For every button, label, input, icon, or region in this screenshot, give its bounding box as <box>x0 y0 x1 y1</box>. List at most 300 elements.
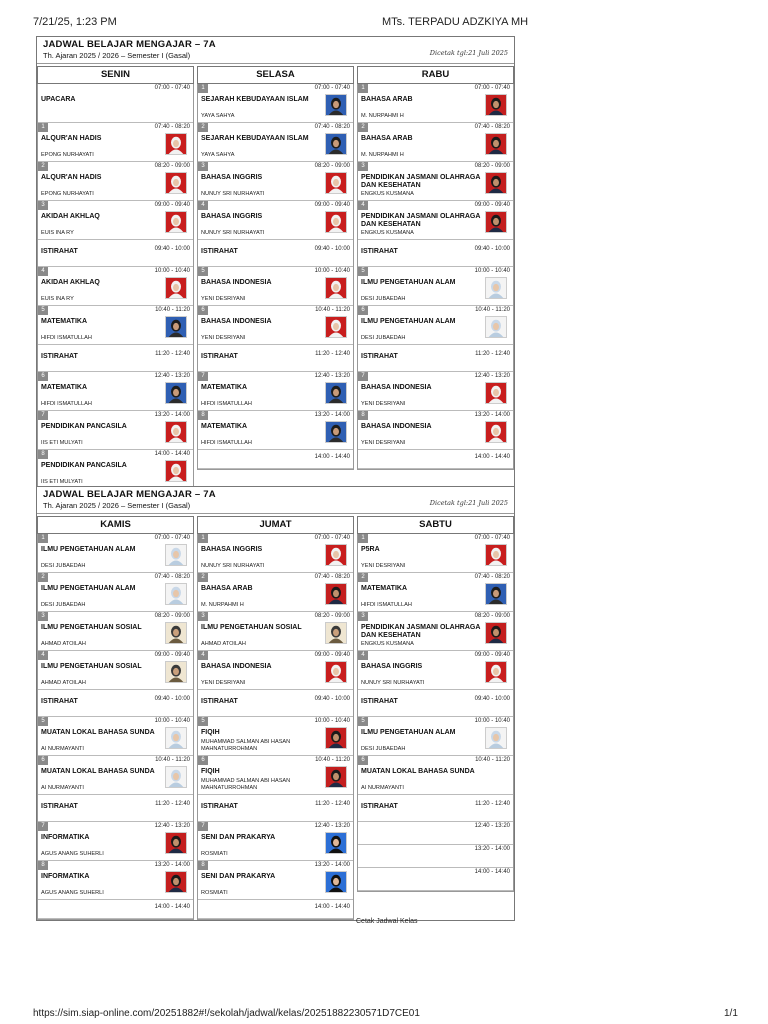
teacher-photo <box>485 583 507 605</box>
time-range: 11:20 - 12:40 <box>475 801 510 807</box>
break-slot <box>38 690 193 717</box>
teacher-name: AGUS ANANG SUHERLI <box>41 889 104 896</box>
time-range: 07:40 - 08:20 <box>154 574 190 580</box>
printed-date: Dicetak tgl:21 Juli 2025 <box>429 499 508 507</box>
teacher-photo <box>325 316 347 338</box>
break-slot <box>198 345 353 372</box>
printed-date: Dicetak tgl:21 Juli 2025 <box>429 49 508 57</box>
time-range: 10:40 - 11:20 <box>155 757 190 763</box>
teacher-name: ROSMIATI <box>201 889 228 896</box>
day-column-sabtu <box>357 516 514 920</box>
subject-name: BAHASA INDONESIA <box>361 384 432 391</box>
day-header: JUMAT <box>197 516 354 534</box>
days-row <box>37 64 514 490</box>
period-number: 3 <box>198 162 208 171</box>
period-number: 8 <box>38 450 48 459</box>
lesson-slot <box>38 861 193 900</box>
time-range: 09:00 - 09:40 <box>314 202 350 208</box>
time-range: 07:40 - 08:20 <box>474 574 510 580</box>
teacher-name: YENI DESRIYANI <box>361 562 406 569</box>
lesson-slot <box>198 84 353 123</box>
teacher-photo <box>165 211 187 233</box>
day-slots <box>197 534 354 920</box>
subject-name: FIQIH <box>201 729 220 736</box>
print-schedule-note: Cetak Jadwal Kelas <box>356 918 418 925</box>
lesson-slot <box>38 267 193 306</box>
period-number: 2 <box>358 573 368 582</box>
time-range: 09:00 - 09:40 <box>154 202 190 208</box>
teacher-name: IIS ETI MULYATI <box>41 439 83 446</box>
teacher-name: HIFDI ISMATULLAH <box>201 439 252 446</box>
teacher-name: DESI JUBAEDAH <box>361 745 406 752</box>
subject-name: MATEMATIKA <box>41 384 88 391</box>
teacher-name: AGUS ANANG SUHERLI <box>41 850 104 857</box>
teacher-name: YENI DESRIYANI <box>361 439 406 446</box>
teacher-photo <box>325 544 347 566</box>
break-label: ISTIRAHAT <box>41 248 78 255</box>
break-slot <box>198 240 353 267</box>
subject-name: SEJARAH KEBUDAYAAN ISLAM <box>201 135 309 142</box>
lesson-slot <box>198 651 353 690</box>
teacher-photo <box>325 766 347 788</box>
lesson-slot <box>38 372 193 411</box>
time-range: 07:00 - 07:40 <box>314 85 350 91</box>
break-slot <box>198 690 353 717</box>
time-range: 12:40 - 13:20 <box>314 373 350 379</box>
day-slots <box>357 534 514 892</box>
lesson-slot <box>358 845 513 868</box>
period-number: 2 <box>38 573 48 582</box>
teacher-name: EUIS INA RY <box>41 229 74 236</box>
period-number: 6 <box>38 372 48 381</box>
break-label: ISTIRAHAT <box>201 698 238 705</box>
time-range: 12:40 - 13:20 <box>474 823 510 829</box>
teacher-name: AI NURMAYANTI <box>361 784 404 791</box>
period-number: 1 <box>38 534 48 543</box>
lesson-slot <box>38 306 193 345</box>
time-range: 07:40 - 08:20 <box>314 124 350 130</box>
time-range: 10:40 - 11:20 <box>475 757 510 763</box>
print-page-count: 1/1 <box>724 1008 738 1019</box>
lesson-slot <box>198 450 353 469</box>
lesson-slot <box>358 651 513 690</box>
lesson-slot <box>358 411 513 450</box>
schedule-header <box>37 487 514 514</box>
day-header: SELASA <box>197 66 354 84</box>
print-datetime: 7/21/25, 1:23 PM <box>33 16 117 28</box>
teacher-name: ENGKUS KUSMANA <box>361 229 414 236</box>
schedule-subtitle: Th. Ajaran 2025 / 2026 – Semester I (Gasal) <box>43 51 191 60</box>
time-range: 07:00 - 07:40 <box>474 85 510 91</box>
teacher-photo <box>485 544 507 566</box>
subject-name: ILMU PENGETAHUAN ALAM <box>361 318 456 325</box>
time-range: 10:00 - 10:40 <box>154 718 190 724</box>
teacher-photo <box>485 94 507 116</box>
period-number: 1 <box>198 534 208 543</box>
time-range: 09:00 - 09:40 <box>474 202 510 208</box>
lesson-slot <box>358 573 513 612</box>
subject-name: AKIDAH AKHLAQ <box>41 279 100 286</box>
teacher-photo <box>165 583 187 605</box>
teacher-name: AHMAD ATOILAH <box>41 679 86 686</box>
period-number: 7 <box>358 372 368 381</box>
break-slot <box>38 795 193 822</box>
lesson-slot <box>358 267 513 306</box>
time-range: 09:40 - 10:00 <box>474 696 510 702</box>
lesson-slot <box>198 756 353 795</box>
period-number: 2 <box>198 123 208 132</box>
break-slot <box>358 690 513 717</box>
schedule-header <box>37 37 514 64</box>
subject-name: ILMU PENGETAHUAN SOSIAL <box>201 624 302 631</box>
subject-name: MUATAN LOKAL BAHASA SUNDA <box>41 768 155 775</box>
time-range: 12:40 - 13:20 <box>314 823 350 829</box>
schedule-title: JADWAL BELAJAR MENGAJAR – 7A <box>43 39 216 50</box>
period-number: 7 <box>198 372 208 381</box>
lesson-slot <box>198 267 353 306</box>
teacher-photo <box>165 133 187 155</box>
teacher-name: NUNUY SRI NURHAYATI <box>201 229 265 236</box>
subject-name: P5RA <box>361 546 380 553</box>
lesson-slot <box>358 450 513 469</box>
subject-name: BAHASA INGGRIS <box>201 174 263 181</box>
lesson-slot <box>38 123 193 162</box>
subject-name: PENDIDIKAN JASMANI OLAHRAGA DAN KESEHATAN <box>361 174 481 189</box>
lesson-slot <box>198 372 353 411</box>
lesson-slot <box>358 372 513 411</box>
subject-name: ILMU PENGETAHUAN ALAM <box>41 546 136 553</box>
teacher-name: AHMAD ATOILAH <box>201 640 246 647</box>
break-label: ISTIRAHAT <box>361 353 398 360</box>
period-number: 1 <box>198 84 208 93</box>
time-range: 08:20 - 09:00 <box>474 163 510 169</box>
time-range: 09:40 - 10:00 <box>154 246 190 252</box>
subject-name: BAHASA INGGRIS <box>201 546 263 553</box>
time-range: 14:00 - 14:40 <box>474 454 510 460</box>
time-range: 13:20 - 14:00 <box>154 862 190 868</box>
period-number: 6 <box>358 306 368 315</box>
teacher-name: YENI DESRIYANI <box>361 400 406 407</box>
teacher-photo <box>165 316 187 338</box>
schedule-title: JADWAL BELAJAR MENGAJAR – 7A <box>43 489 216 500</box>
time-range: 11:20 - 12:40 <box>315 351 350 357</box>
period-number: 8 <box>38 861 48 870</box>
period-number: 5 <box>38 717 48 726</box>
period-number: 6 <box>198 756 208 765</box>
period-number: 5 <box>38 306 48 315</box>
teacher-photo <box>165 622 187 644</box>
teacher-name: EUIS INA RY <box>41 295 74 302</box>
day-header: KAMIS <box>37 516 194 534</box>
time-range: 12:40 - 13:20 <box>154 373 190 379</box>
teacher-photo <box>165 172 187 194</box>
time-range: 07:00 - 07:40 <box>154 85 190 91</box>
lesson-slot <box>198 900 353 919</box>
print-page-title: MTs. TERPADU ADZKIYA MH <box>382 16 529 28</box>
teacher-name: MUHAMMAD SALMAN ABI HASAN MAHNATURROHMAN <box>201 739 291 752</box>
print-url: https://sim.siap-online.com/20251882#!/sekolah/jadwal/kelas/20251882230571D7CE01 <box>33 1008 420 1019</box>
day-column-jumat <box>197 516 354 920</box>
time-range: 11:20 - 12:40 <box>155 801 190 807</box>
period-number: 3 <box>38 201 48 210</box>
subject-name: BAHASA INGGRIS <box>201 213 263 220</box>
period-number: 5 <box>358 717 368 726</box>
time-range: 12:40 - 13:20 <box>154 823 190 829</box>
teacher-photo <box>325 727 347 749</box>
period-number: 6 <box>38 756 48 765</box>
subject-name: UPACARA <box>41 96 76 103</box>
lesson-slot <box>198 123 353 162</box>
break-label: ISTIRAHAT <box>41 698 78 705</box>
break-slot <box>38 240 193 267</box>
time-range: 10:00 - 10:40 <box>474 268 510 274</box>
lesson-slot <box>38 651 193 690</box>
period-number: 6 <box>358 756 368 765</box>
time-range: 09:40 - 10:00 <box>314 696 350 702</box>
break-slot <box>358 795 513 822</box>
break-slot <box>38 345 193 372</box>
period-number: 2 <box>38 162 48 171</box>
teacher-photo <box>325 172 347 194</box>
subject-name: MATEMATIKA <box>201 423 248 430</box>
period-number: 8 <box>198 861 208 870</box>
teacher-name: DESI JUBAEDAH <box>41 601 86 608</box>
time-range: 10:40 - 11:20 <box>155 307 190 313</box>
lesson-slot <box>358 822 513 845</box>
time-range: 09:00 - 09:40 <box>474 652 510 658</box>
time-range: 09:40 - 10:00 <box>314 246 350 252</box>
lesson-slot <box>198 861 353 900</box>
lesson-slot <box>38 84 193 123</box>
day-header: SABTU <box>357 516 514 534</box>
lesson-slot <box>358 201 513 240</box>
teacher-name: ROSMIATI <box>201 850 228 857</box>
subject-name: ILMU PENGETAHUAN ALAM <box>41 585 136 592</box>
teacher-name: HIFDI ISMATULLAH <box>41 400 92 407</box>
period-number: 1 <box>358 534 368 543</box>
teacher-photo <box>485 661 507 683</box>
lesson-slot <box>38 573 193 612</box>
period-number: 3 <box>198 612 208 621</box>
subject-name: INFORMATIKA <box>41 834 90 841</box>
day-slots <box>197 84 354 470</box>
subject-name: BAHASA INGGRIS <box>361 663 423 670</box>
time-range: 14:00 - 14:40 <box>474 869 510 875</box>
subject-name: MUATAN LOKAL BAHASA SUNDA <box>41 729 155 736</box>
teacher-name: MUHAMMAD SALMAN ABI HASAN MAHNATURROHMAN <box>201 778 291 791</box>
schedule-table-week-2 <box>36 486 515 921</box>
teacher-photo <box>325 832 347 854</box>
lesson-slot <box>358 534 513 573</box>
teacher-photo <box>485 421 507 443</box>
teacher-name: YAYA SAHYA <box>201 151 235 158</box>
teacher-name: M. NURPAHMI H <box>201 601 244 608</box>
teacher-photo <box>165 544 187 566</box>
time-range: 07:40 - 08:20 <box>314 574 350 580</box>
time-range: 11:20 - 12:40 <box>315 801 350 807</box>
break-label: ISTIRAHAT <box>361 803 398 810</box>
subject-name: ALQUR'AN HADIS <box>41 174 102 181</box>
teacher-photo <box>325 871 347 893</box>
day-slots <box>357 84 514 470</box>
day-column-rabu <box>357 66 514 490</box>
subject-name: ILMU PENGETAHUAN ALAM <box>361 729 456 736</box>
lesson-slot <box>38 612 193 651</box>
subject-name: BAHASA ARAB <box>361 135 413 142</box>
teacher-photo <box>165 727 187 749</box>
time-range: 07:00 - 07:40 <box>154 535 190 541</box>
lesson-slot <box>198 717 353 756</box>
teacher-photo <box>325 133 347 155</box>
time-range: 14:00 - 14:40 <box>314 904 350 910</box>
time-range: 11:20 - 12:40 <box>475 351 510 357</box>
teacher-photo <box>165 421 187 443</box>
lesson-slot <box>38 900 193 919</box>
teacher-name: NUNUY SRI NURHAYATI <box>201 562 265 569</box>
break-slot <box>358 240 513 267</box>
period-number: 7 <box>198 822 208 831</box>
lesson-slot <box>358 756 513 795</box>
subject-name: BAHASA INDONESIA <box>201 663 272 670</box>
time-range: 08:20 - 09:00 <box>314 613 350 619</box>
time-range: 10:40 - 11:20 <box>475 307 510 313</box>
break-label: ISTIRAHAT <box>201 248 238 255</box>
subject-name: MUATAN LOKAL BAHASA SUNDA <box>361 768 475 775</box>
period-number: 5 <box>198 717 208 726</box>
period-number: 4 <box>358 201 368 210</box>
period-number: 5 <box>358 267 368 276</box>
subject-name: PENDIDIKAN JASMANI OLAHRAGA DAN KESEHATAN <box>361 624 481 639</box>
subject-name: SEJARAH KEBUDAYAAN ISLAM <box>201 96 309 103</box>
time-range: 13:20 - 14:00 <box>314 412 350 418</box>
period-number: 4 <box>38 651 48 660</box>
subject-name: ILMU PENGETAHUAN SOSIAL <box>41 624 142 631</box>
lesson-slot <box>38 756 193 795</box>
teacher-name: M. NURPAHMI H <box>361 151 404 158</box>
subject-name: ILMU PENGETAHUAN SOSIAL <box>41 663 142 670</box>
period-number: 4 <box>198 651 208 660</box>
time-range: 11:20 - 12:40 <box>155 351 190 357</box>
time-range: 08:20 - 09:00 <box>474 613 510 619</box>
teacher-name: YAYA SAHYA <box>201 112 235 119</box>
lesson-slot <box>38 822 193 861</box>
teacher-name: DESI JUBAEDAH <box>41 562 86 569</box>
subject-name: BAHASA INDONESIA <box>201 318 272 325</box>
time-range: 10:40 - 11:20 <box>315 307 350 313</box>
teacher-name: AI NURMAYANTI <box>41 784 84 791</box>
subject-name: SENI DAN PRAKARYA <box>201 873 276 880</box>
lesson-slot <box>358 162 513 201</box>
period-number: 8 <box>358 411 368 420</box>
lesson-slot <box>38 201 193 240</box>
time-range: 13:20 - 14:00 <box>314 862 350 868</box>
period-number: 7 <box>38 411 48 420</box>
break-label: ISTIRAHAT <box>201 803 238 810</box>
lesson-slot <box>198 612 353 651</box>
teacher-photo <box>165 766 187 788</box>
period-number: 3 <box>358 162 368 171</box>
day-column-selasa <box>197 66 354 490</box>
teacher-name: EPONG NURHAYATI <box>41 190 94 197</box>
teacher-name: NUNUY SRI NURHAYATI <box>201 190 265 197</box>
teacher-name: DESI JUBAEDAH <box>361 334 406 341</box>
lesson-slot <box>358 612 513 651</box>
lesson-slot <box>358 306 513 345</box>
lesson-slot <box>38 450 193 489</box>
period-number: 3 <box>358 612 368 621</box>
period-number: 2 <box>198 573 208 582</box>
teacher-photo <box>485 133 507 155</box>
teacher-photo <box>165 460 187 482</box>
days-row <box>37 514 514 920</box>
lesson-slot <box>38 162 193 201</box>
time-range: 09:40 - 10:00 <box>154 696 190 702</box>
time-range: 14:00 - 14:40 <box>154 904 190 910</box>
time-range: 12:40 - 13:20 <box>474 373 510 379</box>
teacher-name: EPONG NURHAYATI <box>41 151 94 158</box>
teacher-photo <box>165 277 187 299</box>
lesson-slot <box>198 306 353 345</box>
teacher-photo <box>485 622 507 644</box>
teacher-photo <box>325 211 347 233</box>
period-number: 4 <box>358 651 368 660</box>
subject-name: INFORMATIKA <box>41 873 90 880</box>
time-range: 07:00 - 07:40 <box>314 535 350 541</box>
teacher-photo <box>325 382 347 404</box>
teacher-photo <box>325 622 347 644</box>
teacher-photo <box>485 382 507 404</box>
schedule-subtitle: Th. Ajaran 2025 / 2026 – Semester I (Gasal) <box>43 501 191 510</box>
subject-name: PENDIDIKAN JASMANI OLAHRAGA DAN KESEHATAN <box>361 213 481 228</box>
lesson-slot <box>38 534 193 573</box>
time-range: 13:20 - 14:00 <box>474 412 510 418</box>
teacher-name: HIFDI ISMATULLAH <box>201 400 252 407</box>
lesson-slot <box>38 717 193 756</box>
day-column-senin <box>37 66 194 490</box>
day-header: SENIN <box>37 66 194 84</box>
period-number: 1 <box>38 123 48 132</box>
time-range: 07:40 - 08:20 <box>474 124 510 130</box>
teacher-name: ENGKUS KUSMANA <box>361 640 414 647</box>
teacher-photo <box>325 94 347 116</box>
teacher-name: ENGKUS KUSMANA <box>361 190 414 197</box>
time-range: 10:00 - 10:40 <box>314 718 350 724</box>
day-slots <box>37 534 194 920</box>
teacher-photo <box>485 727 507 749</box>
teacher-photo <box>325 277 347 299</box>
lesson-slot <box>358 868 513 891</box>
time-range: 07:40 - 08:20 <box>154 124 190 130</box>
break-label: ISTIRAHAT <box>41 353 78 360</box>
teacher-name: AHMAD ATOILAH <box>41 640 86 647</box>
teacher-name: AI NURMAYANTI <box>41 745 84 752</box>
time-range: 09:40 - 10:00 <box>474 246 510 252</box>
subject-name: BAHASA INDONESIA <box>201 279 272 286</box>
period-number: 4 <box>38 267 48 276</box>
teacher-name: IIS ETI MULYATI <box>41 478 83 485</box>
teacher-photo <box>165 871 187 893</box>
subject-name: FIQIH <box>201 768 220 775</box>
subject-name: ILMU PENGETAHUAN ALAM <box>361 279 456 286</box>
teacher-name: HIFDI ISMATULLAH <box>41 334 92 341</box>
break-label: ISTIRAHAT <box>361 698 398 705</box>
day-slots <box>37 84 194 490</box>
subject-name: ALQUR'AN HADIS <box>41 135 102 142</box>
teacher-name: DESI JUBAEDAH <box>361 295 406 302</box>
period-number: 4 <box>198 201 208 210</box>
teacher-photo <box>325 421 347 443</box>
teacher-name: M. NURPAHMI H <box>361 112 404 119</box>
